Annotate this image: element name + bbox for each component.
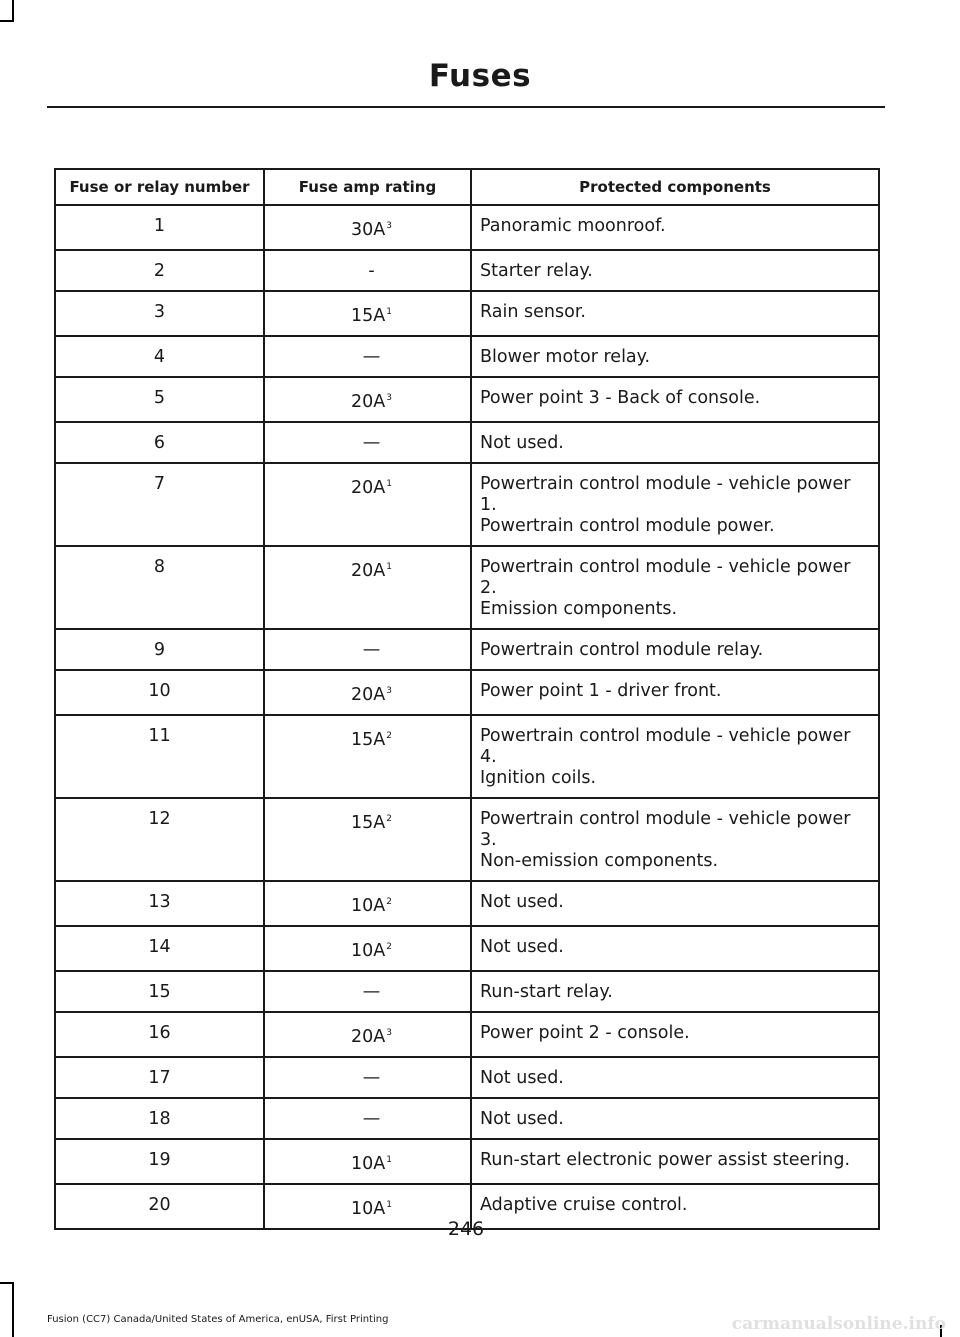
footnote-marker: 1 bbox=[386, 307, 392, 317]
table-row bbox=[55, 546, 879, 629]
amp-value: — bbox=[362, 347, 381, 367]
component-line: Not used. bbox=[480, 937, 564, 957]
component-line: Powertrain control module - vehicle power bbox=[480, 557, 851, 577]
component-line: Power point 1 - driver front. bbox=[480, 681, 722, 701]
protected-components bbox=[471, 377, 879, 422]
footnote-marker: 3 bbox=[386, 393, 392, 403]
component-line: Power point 3 - Back of console. bbox=[480, 388, 761, 408]
edition-footer: Fusion (CC7) Canada/United States of America, enUSA, First Printing bbox=[47, 1314, 389, 1325]
footnote-marker: 2 bbox=[386, 897, 392, 907]
component-line: Power point 2 - console. bbox=[480, 1023, 690, 1043]
fuse-number: 17 bbox=[55, 1057, 264, 1098]
table-row bbox=[55, 798, 879, 881]
fuse-amp-rating bbox=[264, 1057, 471, 1098]
footnote-marker: 2 bbox=[386, 942, 392, 952]
protected-components bbox=[471, 546, 879, 629]
protected-components bbox=[471, 881, 879, 926]
component-line: Not used. bbox=[480, 433, 564, 453]
fuse-number: 2 bbox=[55, 250, 264, 291]
fuse-amp-rating bbox=[264, 798, 471, 881]
amp-value: 20A bbox=[351, 685, 386, 705]
component-line: Blower motor relay. bbox=[480, 347, 651, 367]
fuse-amp-rating bbox=[264, 463, 471, 546]
fuse-number: 11 bbox=[55, 715, 264, 798]
amp-value: 10A bbox=[351, 941, 386, 961]
page-title: Fuses bbox=[428, 58, 532, 94]
amp-value: 20A bbox=[351, 478, 386, 498]
amp-value: — bbox=[362, 640, 381, 660]
crop-mark-top-left-h bbox=[0, 20, 14, 22]
amp-value: 10A bbox=[351, 1199, 386, 1219]
table-row bbox=[55, 1139, 879, 1184]
protected-components bbox=[471, 463, 879, 546]
fuse-number: 7 bbox=[55, 463, 264, 546]
footnote-marker: 1 bbox=[386, 1155, 392, 1165]
protected-components bbox=[471, 971, 879, 1012]
table-row bbox=[55, 629, 879, 670]
component-line: Not used. bbox=[480, 1109, 564, 1129]
table-row bbox=[55, 336, 879, 377]
fuse-number: 16 bbox=[55, 1012, 264, 1057]
table-header-row bbox=[55, 169, 879, 205]
fuse-number: 14 bbox=[55, 926, 264, 971]
fuse-amp-rating bbox=[264, 1012, 471, 1057]
fuse-number: 13 bbox=[55, 881, 264, 926]
footnote-marker: 3 bbox=[386, 1028, 392, 1038]
table-row bbox=[55, 422, 879, 463]
component-line: Not used. bbox=[480, 892, 564, 912]
component-line: Starter relay. bbox=[480, 261, 593, 281]
protected-components bbox=[471, 336, 879, 377]
component-line: Panoramic moonroof. bbox=[480, 216, 666, 236]
amp-value: — bbox=[362, 433, 381, 453]
component-line: Powertrain control module relay. bbox=[480, 640, 764, 660]
fuse-amp-rating bbox=[264, 926, 471, 971]
amp-value: 20A bbox=[351, 1027, 386, 1047]
fuse-amp-rating bbox=[264, 1098, 471, 1139]
footnote-marker: 3 bbox=[386, 686, 392, 696]
fuse-amp-rating bbox=[264, 971, 471, 1012]
fuse-amp-rating bbox=[264, 377, 471, 422]
component-line: Adaptive cruise control. bbox=[480, 1195, 688, 1215]
table-row bbox=[55, 291, 879, 336]
header-rule bbox=[47, 106, 885, 108]
table-row bbox=[55, 971, 879, 1012]
table-row bbox=[55, 463, 879, 546]
protected-components bbox=[471, 629, 879, 670]
footnote-marker: 3 bbox=[386, 221, 392, 231]
component-line: Run-start relay. bbox=[480, 982, 613, 1002]
fuse-amp-rating bbox=[264, 881, 471, 926]
table-row bbox=[55, 881, 879, 926]
fuse-amp-rating bbox=[264, 336, 471, 377]
fuse-amp-rating bbox=[264, 1139, 471, 1184]
fuse-number: 10 bbox=[55, 670, 264, 715]
table-row bbox=[55, 1012, 879, 1057]
protected-components bbox=[471, 670, 879, 715]
component-line: 4. bbox=[480, 747, 497, 767]
fuse-amp-rating bbox=[264, 715, 471, 798]
protected-components bbox=[471, 291, 879, 336]
table-row bbox=[55, 250, 879, 291]
fuse-amp-rating bbox=[264, 546, 471, 629]
fuse-table-body bbox=[55, 205, 879, 1229]
fuse-amp-rating bbox=[264, 629, 471, 670]
fuse-number: 6 bbox=[55, 422, 264, 463]
component-line: Not used. bbox=[480, 1068, 564, 1088]
table-row bbox=[55, 1057, 879, 1098]
amp-value: — bbox=[362, 982, 381, 1002]
protected-components bbox=[471, 715, 879, 798]
component-line: 2. bbox=[480, 578, 497, 598]
footnote-marker: 1 bbox=[386, 562, 392, 572]
protected-components bbox=[471, 205, 879, 250]
fuse-number: 1 bbox=[55, 205, 264, 250]
watermark-logo: carmanualsonline.info bbox=[731, 1314, 946, 1334]
amp-value: - bbox=[368, 261, 375, 281]
amp-value: 30A bbox=[351, 220, 386, 240]
amp-value: 15A bbox=[351, 306, 386, 326]
fuse-amp-rating bbox=[264, 291, 471, 336]
fuse-number: 19 bbox=[55, 1139, 264, 1184]
component-line: Powertrain control module - vehicle power bbox=[480, 726, 851, 746]
fuse-number: 18 bbox=[55, 1098, 264, 1139]
fuse-amp-rating bbox=[264, 670, 471, 715]
footnote-marker: 1 bbox=[386, 1200, 392, 1210]
table-row bbox=[55, 377, 879, 422]
protected-components bbox=[471, 1098, 879, 1139]
fuse-number: 3 bbox=[55, 291, 264, 336]
fuse-number: 4 bbox=[55, 336, 264, 377]
protected-components bbox=[471, 422, 879, 463]
page-number: 246 bbox=[447, 1218, 485, 1240]
protected-components bbox=[471, 1139, 879, 1184]
component-line: Non-emission components. bbox=[480, 851, 719, 871]
component-line: 3. bbox=[480, 830, 497, 850]
fuse-amp-rating bbox=[264, 205, 471, 250]
crop-mark-top-left bbox=[12, 0, 14, 22]
column-header-number: Fuse or relay number bbox=[55, 169, 264, 205]
fuse-number: 8 bbox=[55, 546, 264, 629]
amp-value: — bbox=[362, 1068, 381, 1088]
component-line: Powertrain control module - vehicle power bbox=[480, 809, 851, 829]
fuse-number: 15 bbox=[55, 971, 264, 1012]
crop-mark-bottom-left bbox=[12, 1282, 14, 1337]
protected-components bbox=[471, 250, 879, 291]
protected-components bbox=[471, 1012, 879, 1057]
table-row bbox=[55, 205, 879, 250]
column-header-amp: Fuse amp rating bbox=[264, 169, 471, 205]
amp-value: 10A bbox=[351, 1154, 386, 1174]
fuse-amp-rating bbox=[264, 422, 471, 463]
fuse-table bbox=[54, 168, 880, 1230]
amp-value: 20A bbox=[351, 561, 386, 581]
protected-components bbox=[471, 1057, 879, 1098]
component-line: Ignition coils. bbox=[480, 768, 597, 788]
fuse-number: 20 bbox=[55, 1184, 264, 1229]
component-line: Emission components. bbox=[480, 599, 678, 619]
component-line: Run-start electronic power assist steering. bbox=[480, 1150, 851, 1170]
table-row bbox=[55, 715, 879, 798]
footnote-marker: 1 bbox=[386, 479, 392, 489]
footnote-marker: 2 bbox=[386, 731, 392, 741]
component-line: Rain sensor. bbox=[480, 302, 586, 322]
fuse-number: 9 bbox=[55, 629, 264, 670]
amp-value: 15A bbox=[351, 730, 386, 750]
table-row bbox=[55, 926, 879, 971]
fuse-amp-rating bbox=[264, 250, 471, 291]
footnote-marker: 2 bbox=[386, 814, 392, 824]
component-line: 1. bbox=[480, 495, 497, 515]
table-row bbox=[55, 1098, 879, 1139]
table-row bbox=[55, 670, 879, 715]
amp-value: — bbox=[362, 1109, 381, 1129]
crop-mark-bottom-left-h bbox=[0, 1282, 14, 1284]
fuse-number: 12 bbox=[55, 798, 264, 881]
fuse-number: 5 bbox=[55, 377, 264, 422]
amp-value: 10A bbox=[351, 896, 386, 916]
protected-components bbox=[471, 798, 879, 881]
component-line: Powertrain control module power. bbox=[480, 516, 775, 536]
component-line: Powertrain control module - vehicle power bbox=[480, 474, 851, 494]
column-header-components: Protected components bbox=[471, 169, 879, 205]
protected-components bbox=[471, 926, 879, 971]
amp-value: 15A bbox=[351, 813, 386, 833]
amp-value: 20A bbox=[351, 392, 386, 412]
